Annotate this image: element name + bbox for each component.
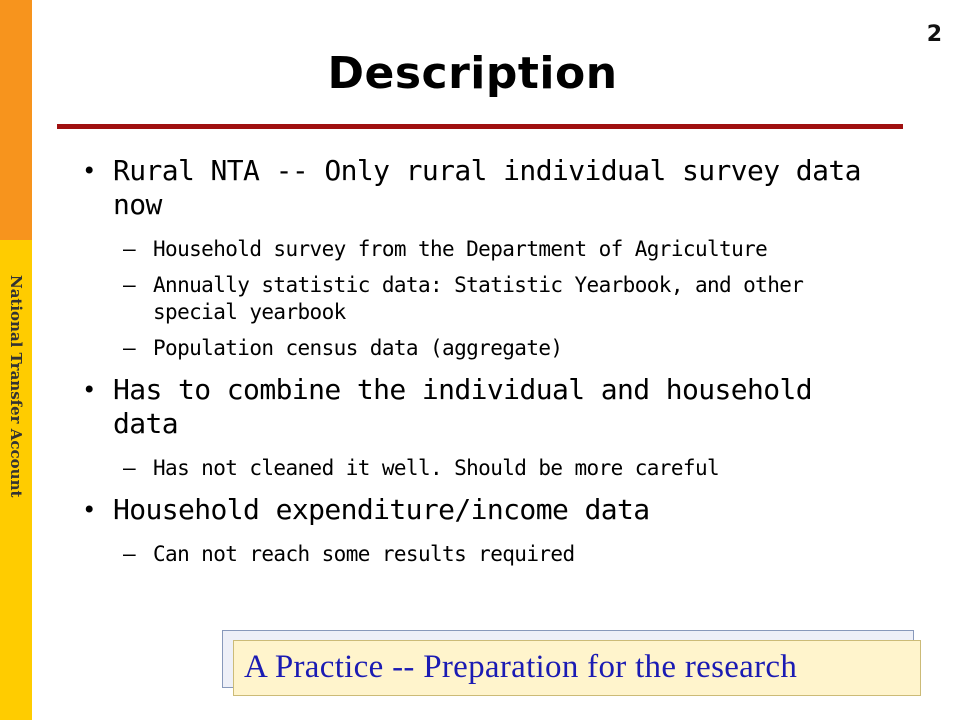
slide-content bbox=[80, 150, 880, 568]
sidebar-top-band bbox=[0, 0, 32, 240]
bullet-text: Household expenditure/income data bbox=[113, 493, 650, 526]
bullet-item bbox=[80, 493, 880, 527]
bullet-icon: • bbox=[82, 157, 96, 185]
sub-bullet-item bbox=[80, 335, 880, 362]
sub-bullet-text: Population census data (aggregate) bbox=[153, 336, 563, 360]
dash-icon: – bbox=[123, 273, 136, 297]
sub-bullet-text: Has not cleaned it well. Should be more careful bbox=[153, 456, 720, 480]
sidebar-label: National Transfer Account bbox=[7, 275, 25, 498]
sub-bullet-item bbox=[80, 272, 880, 326]
dash-icon: – bbox=[123, 542, 136, 566]
bullet-item bbox=[80, 373, 880, 441]
dash-icon: – bbox=[123, 237, 136, 261]
sub-bullet-text: Annually statistic data: Statistic Yearbook, and other special yearbook bbox=[153, 273, 804, 324]
bullet-item bbox=[80, 154, 880, 222]
slide-title: Description bbox=[327, 48, 618, 99]
sub-bullet-item bbox=[80, 455, 880, 482]
sub-bullet-text: Can not reach some results required bbox=[153, 542, 575, 566]
bullet-icon: • bbox=[82, 496, 96, 524]
bullet-text: Has to combine the individual and household data bbox=[113, 373, 813, 440]
bullet-text: Rural NTA -- Only rural individual survey data now bbox=[113, 154, 861, 221]
dash-icon: – bbox=[123, 456, 136, 480]
sub-bullet-item bbox=[80, 541, 880, 568]
bullet-icon: • bbox=[82, 376, 96, 404]
dash-icon: – bbox=[123, 336, 136, 360]
sub-bullet-item bbox=[80, 236, 880, 263]
title-divider bbox=[57, 124, 903, 129]
page-number: 2 bbox=[926, 22, 942, 47]
banner bbox=[233, 640, 921, 696]
sub-bullet-text: Household survey from the Department of Agriculture bbox=[153, 237, 768, 261]
banner-text: A Practice -- Preparation for the research bbox=[244, 649, 798, 685]
